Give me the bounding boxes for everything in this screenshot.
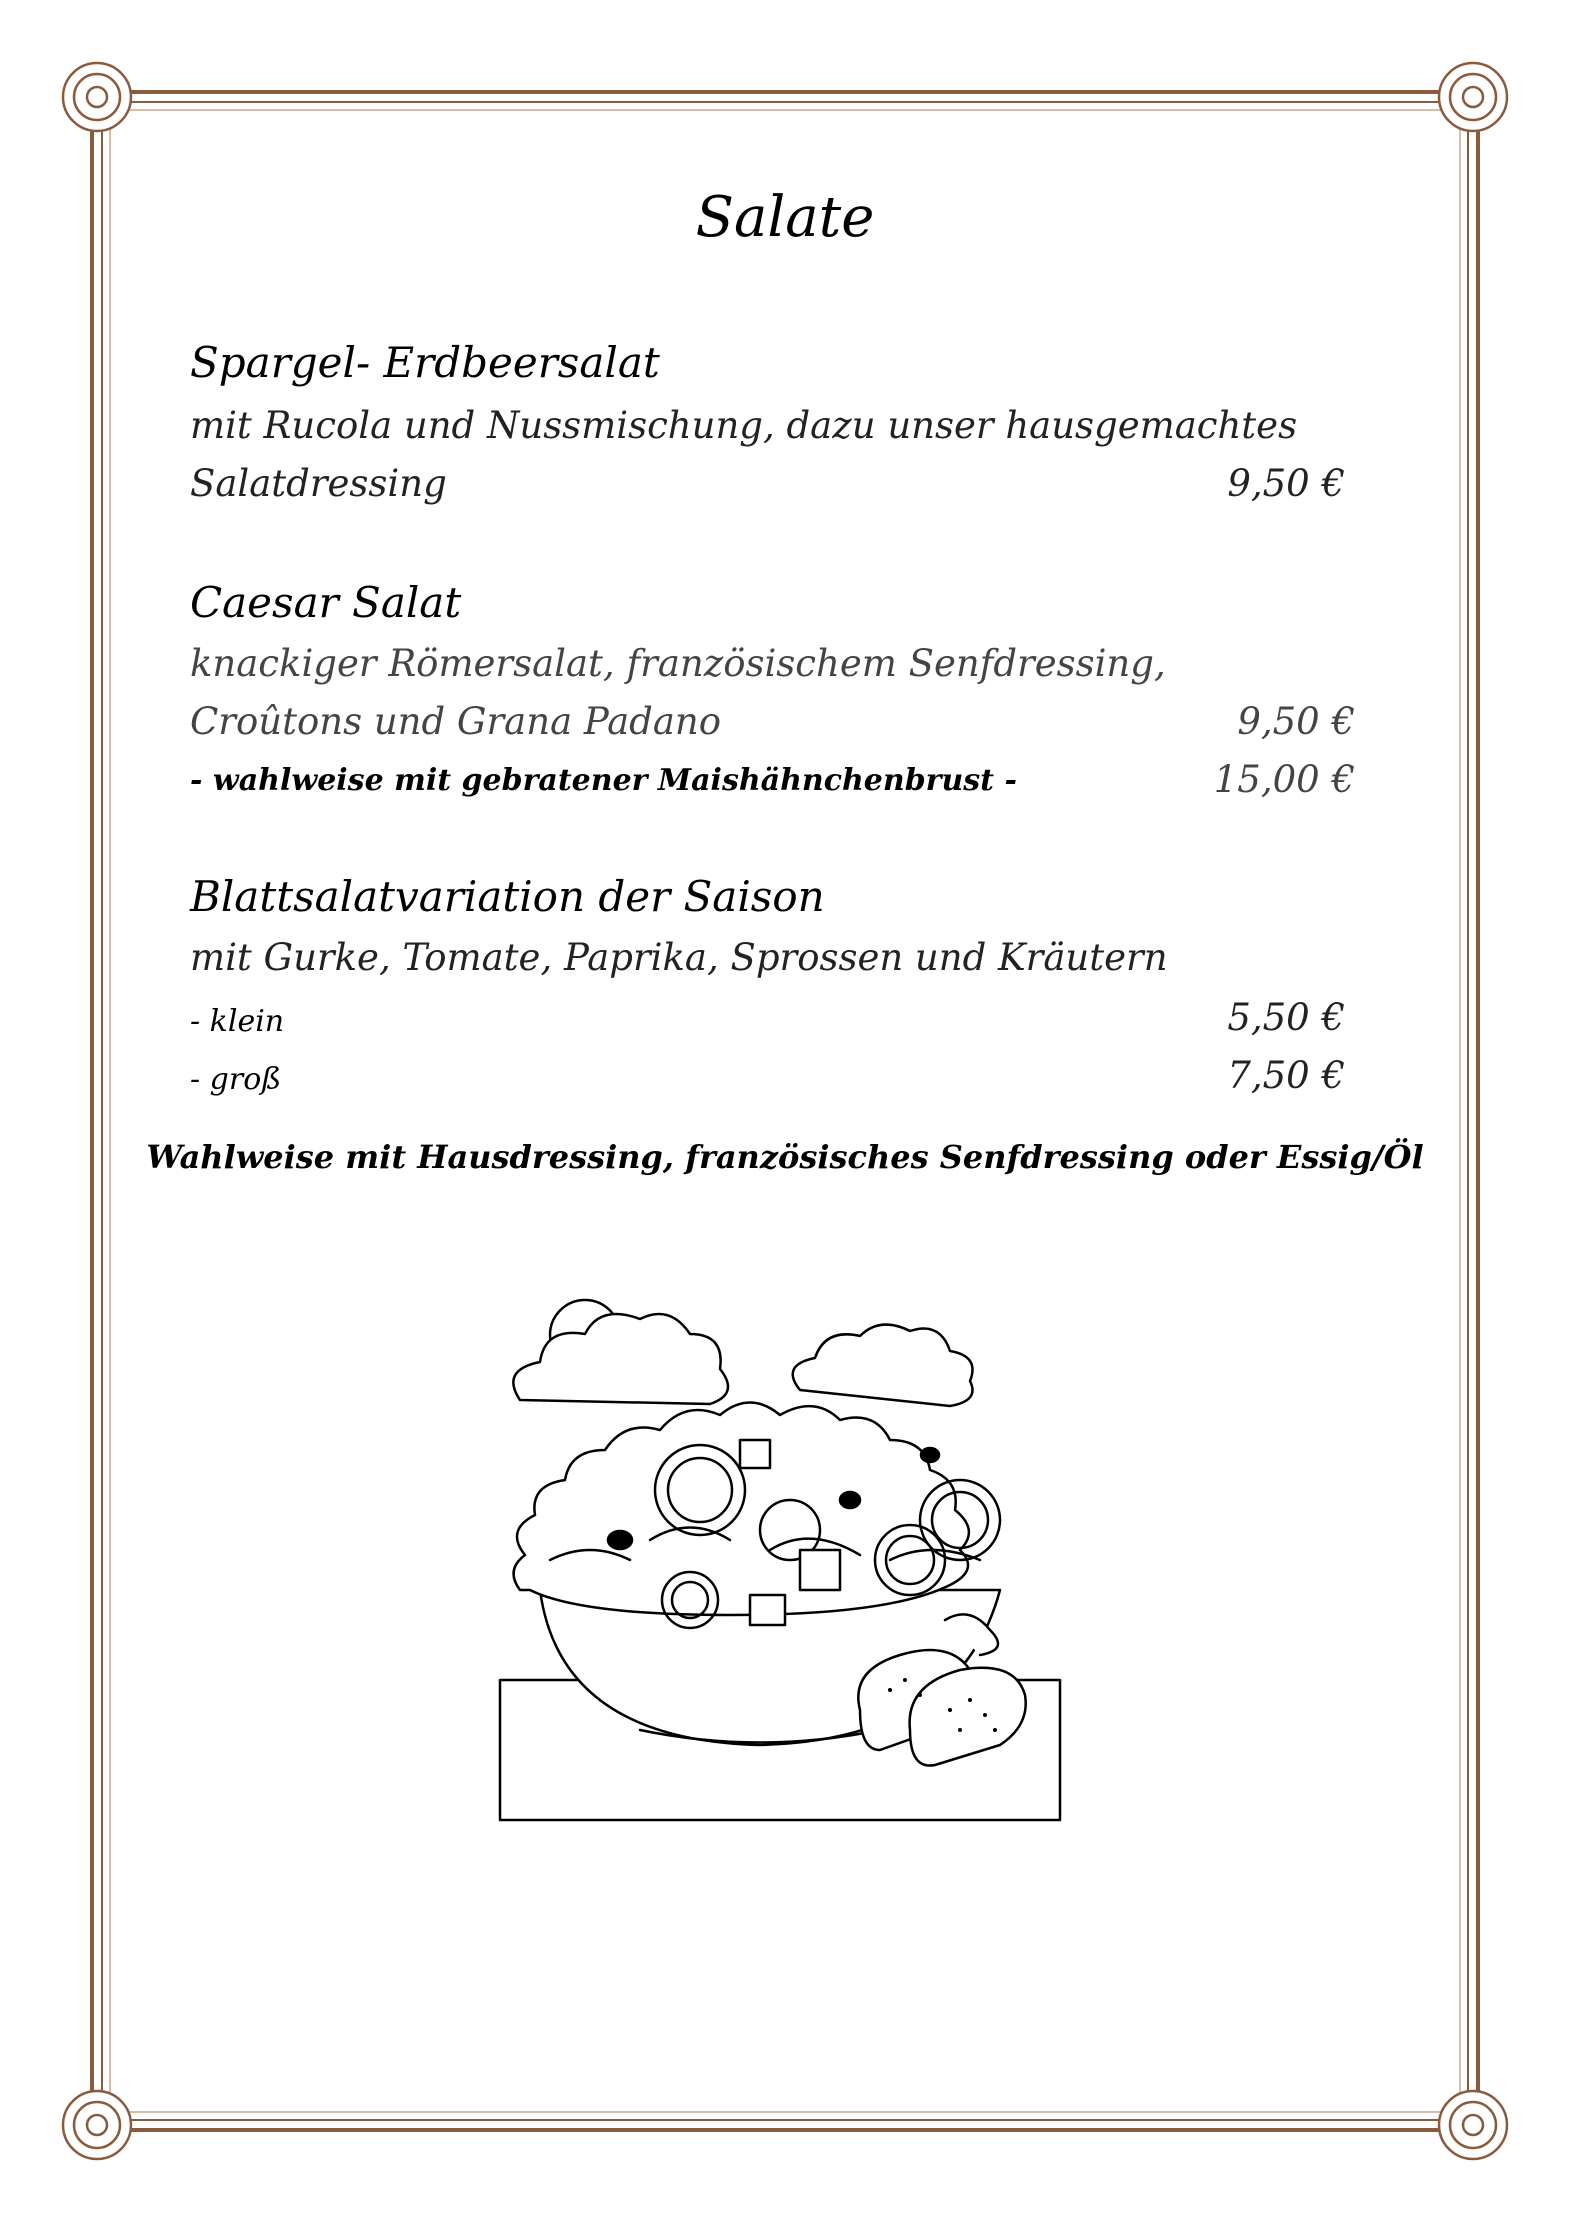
size-small-label: - klein <box>190 1004 285 1039</box>
item-option-label: - wahlweise mit gebratener Maishähnchenbrust - <box>190 763 1017 798</box>
page-title: Salate <box>695 185 875 250</box>
size-small-price: 5,50 € <box>1227 996 1345 1039</box>
dressing-note: Wahlweise mit Hausdressing, französisches Senfdressing oder Essig/Öl <box>146 1138 1424 1176</box>
item-name-caesar: Caesar Salat <box>190 578 462 627</box>
size-large-label: - groß <box>190 1062 282 1097</box>
size-large-price: 7,50 € <box>1227 1054 1345 1097</box>
item-desc-line1: mit Rucola und Nussmischung, dazu unser hausgemachtes <box>190 404 1298 447</box>
item-option-price: 15,00 € <box>1213 758 1355 801</box>
item-desc-line2: Salatdressing <box>190 462 447 505</box>
item-price: 9,50 € <box>1237 700 1355 743</box>
item-desc-line1: mit Gurke, Tomate, Paprika, Sprossen und Kräutern <box>190 936 1168 979</box>
item-name-spargel: Spargel- Erdbeersalat <box>190 338 660 387</box>
item-desc-line1: knackiger Römersalat, französischem Senfdressing, <box>190 642 1166 685</box>
item-price: 9,50 € <box>1227 462 1345 505</box>
salad-bowl-illustration <box>490 1290 1090 1850</box>
item-desc-line2: Croûtons und Grana Padano <box>190 700 722 743</box>
item-name-blattsalat: Blattsalatvariation der Saison <box>190 872 825 921</box>
